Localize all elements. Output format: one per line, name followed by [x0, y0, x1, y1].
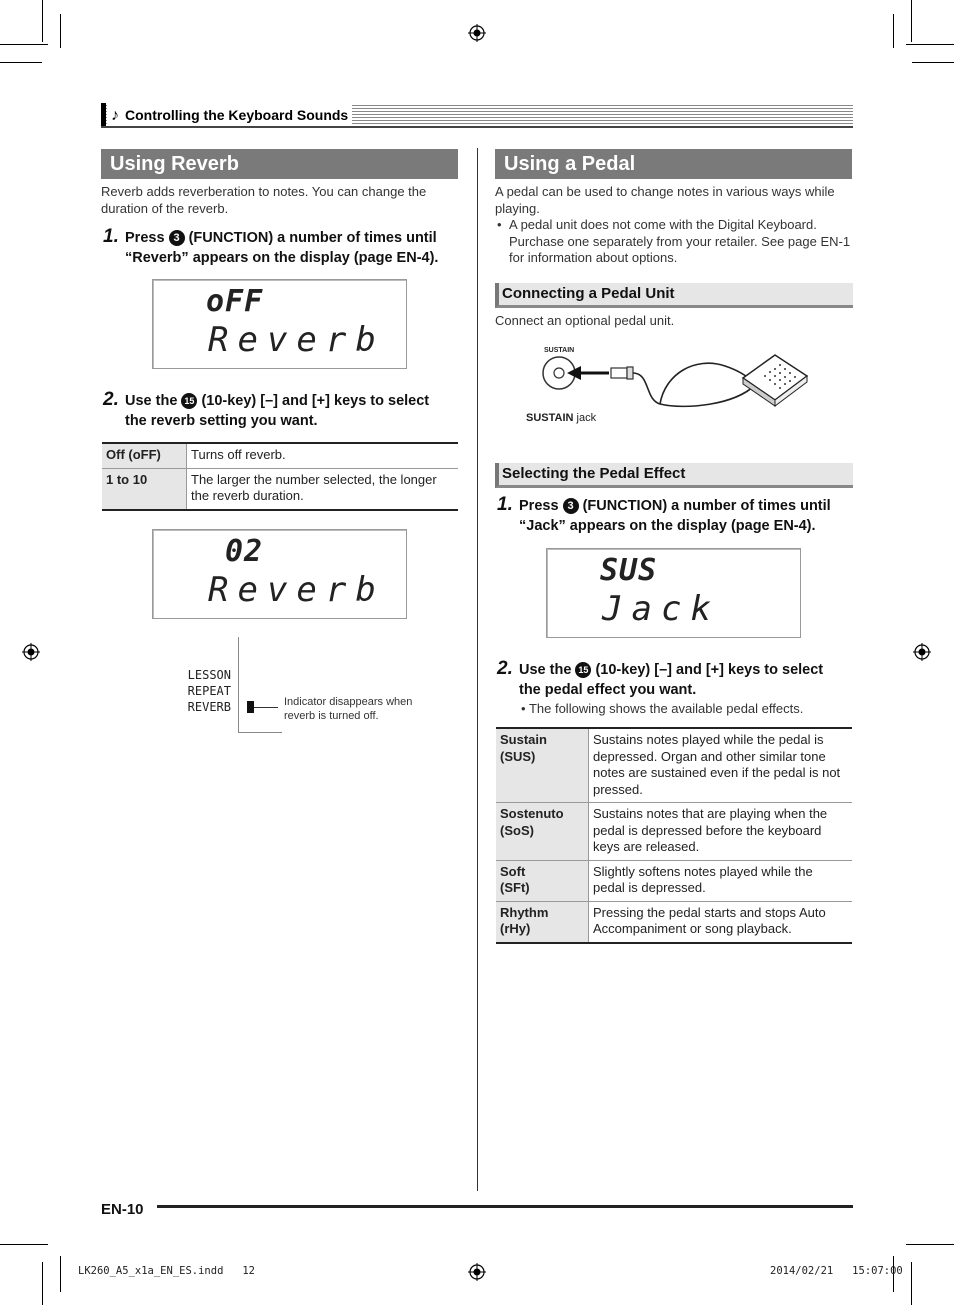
pedal-effects-table — [496, 727, 852, 944]
registration-mark-icon — [468, 24, 486, 42]
crop-mark — [893, 14, 894, 48]
pedal-step1-text: Press 3 (FUNCTION) a number of times until “Jack” appears on the display (page EN-4). — [519, 498, 831, 534]
pedal-intro: A pedal can be used to change notes in various ways while playing. — [495, 184, 835, 216]
crop-mark — [911, 1262, 912, 1305]
pedal-step2-bullet: • The following shows the available pedal effects. — [521, 701, 804, 716]
pedal-step2-number: 2. — [497, 658, 513, 679]
footer-file-info: LK260_A5_x1a_EN_ES.indd 12 — [78, 1265, 256, 1277]
table-row — [496, 803, 852, 861]
connect-subheading: Connecting a Pedal Unit — [495, 283, 853, 308]
footer-date-info: 2014/02/21 15:07:00 — [770, 1265, 903, 1277]
lcd-top-segment: oFF — [206, 284, 264, 319]
lcd-bottom-text: Reverb — [208, 570, 385, 610]
key-number-badge: 15 — [181, 393, 197, 409]
footer-rule — [157, 1205, 853, 1208]
table-value-cell: Sustains notes played while the pedal is depressed. Organ and other similar tone notes are sustained even if the pedal is not pressed. — [589, 728, 853, 803]
reverb-intro: Reverb adds reverberation to notes. You can change the duration of the reverb. — [101, 184, 427, 216]
crop-mark — [0, 62, 42, 63]
reverb-indicator-mark — [247, 701, 254, 713]
table-value-cell: The larger the number selected, the longer the reverb duration. — [187, 468, 459, 510]
reverb-step1-text: Press 3 (FUNCTION) a number of times until “Reverb” appears on the display (page EN-4). — [125, 230, 439, 266]
crop-mark — [912, 62, 954, 63]
pedal-step1-number: 1. — [497, 494, 513, 515]
sustain-jack-label: SUSTAIN — [544, 347, 575, 354]
table-value-cell: Pressing the pedal starts and stops Auto Accompaniment or song playback. — [589, 901, 853, 943]
table-row — [102, 443, 458, 468]
table-row — [102, 468, 458, 510]
table-key-cell: Sustain (SUS) — [496, 728, 589, 803]
crop-mark — [60, 1256, 61, 1292]
table-row — [496, 728, 852, 803]
table-key-cell: 1 to 10 — [102, 468, 187, 510]
lcd-top-segment: SUS — [600, 553, 658, 588]
crop-mark — [0, 44, 48, 45]
lcd-display-jack-sus — [546, 548, 801, 638]
registration-mark-icon — [468, 1263, 486, 1281]
reverb-step1-number: 1. — [103, 226, 119, 247]
reverb-section-title: Using Reverb — [101, 149, 458, 179]
lcd-display-reverb-02 — [152, 529, 407, 619]
table-row — [496, 860, 852, 901]
column-divider — [477, 148, 478, 1191]
key-number-badge: 3 — [169, 230, 185, 246]
reverb-step2-text: Use the 15 (10-key) [–] and [+] keys to select the reverb setting you want. — [125, 393, 430, 429]
table-key-cell: Rhythm (rHy) — [496, 901, 589, 943]
pedal-step2-text: Use the 15 (10-key) [–] and [+] keys to select the pedal effect you want. — [519, 662, 824, 698]
running-header — [101, 103, 853, 127]
table-row — [496, 901, 852, 943]
crop-mark — [0, 1244, 48, 1245]
running-header-title: Controlling the Keyboard Sounds — [125, 107, 349, 123]
crop-mark — [911, 0, 912, 42]
lcd-bottom-text: Jack — [602, 589, 720, 629]
lcd-top-segment: 02 — [225, 534, 264, 569]
reverb-settings-table — [102, 442, 458, 511]
crop-mark — [906, 1244, 954, 1245]
page-number: EN-10 — [101, 1201, 144, 1218]
music-note-icon: ♪ — [111, 107, 119, 124]
table-value-cell: Sustains notes that are playing when the pedal is depressed before the keyboard keys are released. — [589, 803, 853, 861]
crop-mark — [42, 1262, 43, 1305]
table-value-cell: Turns off reverb. — [187, 443, 459, 468]
connect-text: Connect an optional pedal unit. — [495, 313, 675, 328]
table-key-cell: Soft (SFt) — [496, 860, 589, 901]
crop-mark — [906, 44, 954, 45]
key-number-badge: 3 — [563, 498, 579, 514]
lcd-display-reverb-off — [152, 279, 407, 369]
table-value-cell: Slightly softens notes played while the pedal is depressed. — [589, 860, 853, 901]
indicator-frame-line — [238, 637, 239, 733]
pedal-bullet: • A pedal unit does not come with the Digital Keyboard. Purchase one separately from your retailer. See page EN-1 for information about options. — [497, 217, 851, 265]
reverb-step2-number: 2. — [103, 389, 119, 410]
indicator-leader-line — [254, 707, 278, 708]
crop-mark — [60, 14, 61, 48]
table-key-cell: Sostenuto (SoS) — [496, 803, 589, 861]
registration-mark-icon — [22, 643, 40, 661]
lcd-bottom-text: Reverb — [208, 320, 385, 360]
crop-mark — [42, 0, 43, 42]
key-number-badge: 15 — [575, 662, 591, 678]
indicator-frame-line — [238, 732, 282, 733]
indicator-labels: LESSON REPEAT REVERB — [187, 668, 231, 714]
sustain-jack-caption: SUSTAIN jack — [526, 412, 597, 424]
select-effect-subheading: Selecting the Pedal Effect — [495, 463, 853, 488]
pedal-section-title: Using a Pedal — [495, 149, 852, 179]
table-key-cell: Off (oFF) — [102, 443, 187, 468]
registration-mark-icon — [913, 643, 931, 661]
indicator-note: Indicator disappears when reverb is turned off. — [284, 696, 413, 722]
